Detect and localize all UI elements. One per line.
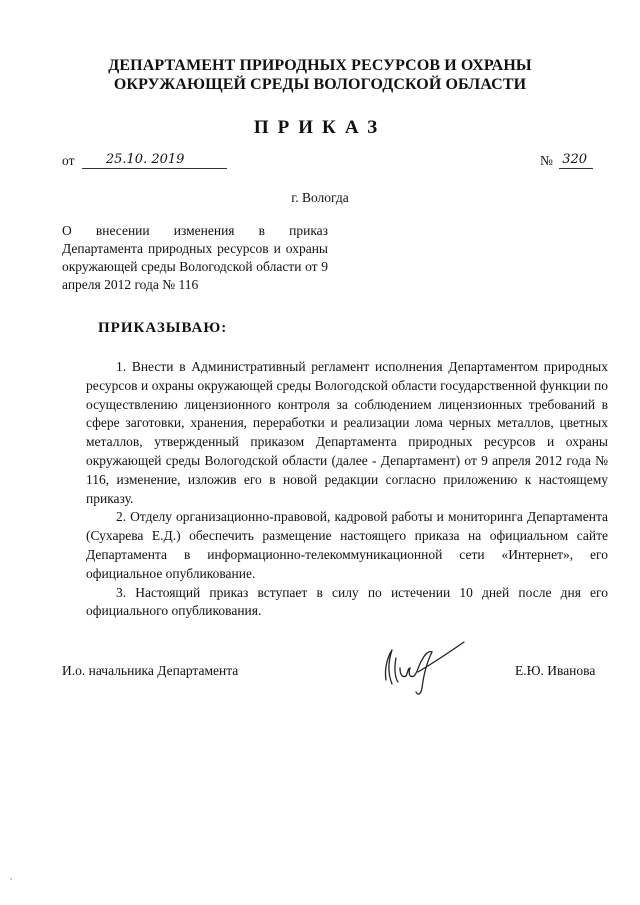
document-title: ПРИКАЗ bbox=[253, 117, 387, 138]
header-line-2: ОКРУЖАЮЩЕЙ СРЕДЫ ВОЛОГОДСКОЙ ОБЛАСТИ bbox=[113, 76, 527, 93]
number-value: 320 bbox=[562, 152, 588, 167]
date-field bbox=[62, 152, 227, 169]
order-directive: ПРИКАЗЫВАЮ: bbox=[98, 320, 228, 336]
number-label: № bbox=[540, 153, 553, 168]
signatory-role: И.о. начальника Департамента bbox=[62, 663, 239, 678]
scan-speck bbox=[10, 878, 12, 880]
date-underline bbox=[82, 152, 227, 169]
order-number-field bbox=[540, 152, 593, 169]
number-underline bbox=[559, 152, 593, 169]
department-header bbox=[0, 56, 640, 94]
signatory-name: Е.Ю. Иванова bbox=[515, 663, 596, 678]
city-line: г. Вологда bbox=[291, 190, 349, 205]
date-label: от bbox=[62, 153, 75, 168]
header-line-1: ДЕПАРТАМЕНТ ПРИРОДНЫХ РЕСУРСОВ И ОХРАНЫ bbox=[108, 57, 532, 74]
order-subject: О внесении изменения в приказ Департамента природных ресурсов и охраны окружающей среды Вологодской области от 9 апреля 2012 года № 116 bbox=[62, 223, 328, 292]
paragraph-3: 3. Настоящий приказ вступает в силу по истечении 10 дней после дня его официального опубликования. bbox=[86, 584, 608, 619]
order-body bbox=[86, 358, 608, 621]
handwritten-signature bbox=[378, 638, 470, 698]
date-value: 25.10. 2019 bbox=[105, 152, 185, 167]
paragraph-1: 1. Внести в Административный регламент исполнения Департаментом природных ресурсов и охраны окружающей среды Вологодской области государственной функции по осуществлению лицензионного контроля за соблюдением лицензионных требований в сфере заготовки, хранения, переработки и реализации лома черных металлов, цветных металлов, утвержденный приказом Департамента природных ресурсов и охраны окружающей среды Вологодской области (далее - Департамент) от 9 апреля 2012 года № 116, изменение, изложив его в новой редакции согласно приложению к настоящему приказу. bbox=[86, 359, 608, 506]
paragraph-2: 2. Отделу организационно-правовой, кадровой работы и мониторинга Департамента (Сухарева Е.Д.) обеспечить размещение настоящего приказа на официальном сайте Департамента в информационно-телекоммуникационной сети «Интернет», его официальное опубликование. bbox=[86, 509, 608, 581]
